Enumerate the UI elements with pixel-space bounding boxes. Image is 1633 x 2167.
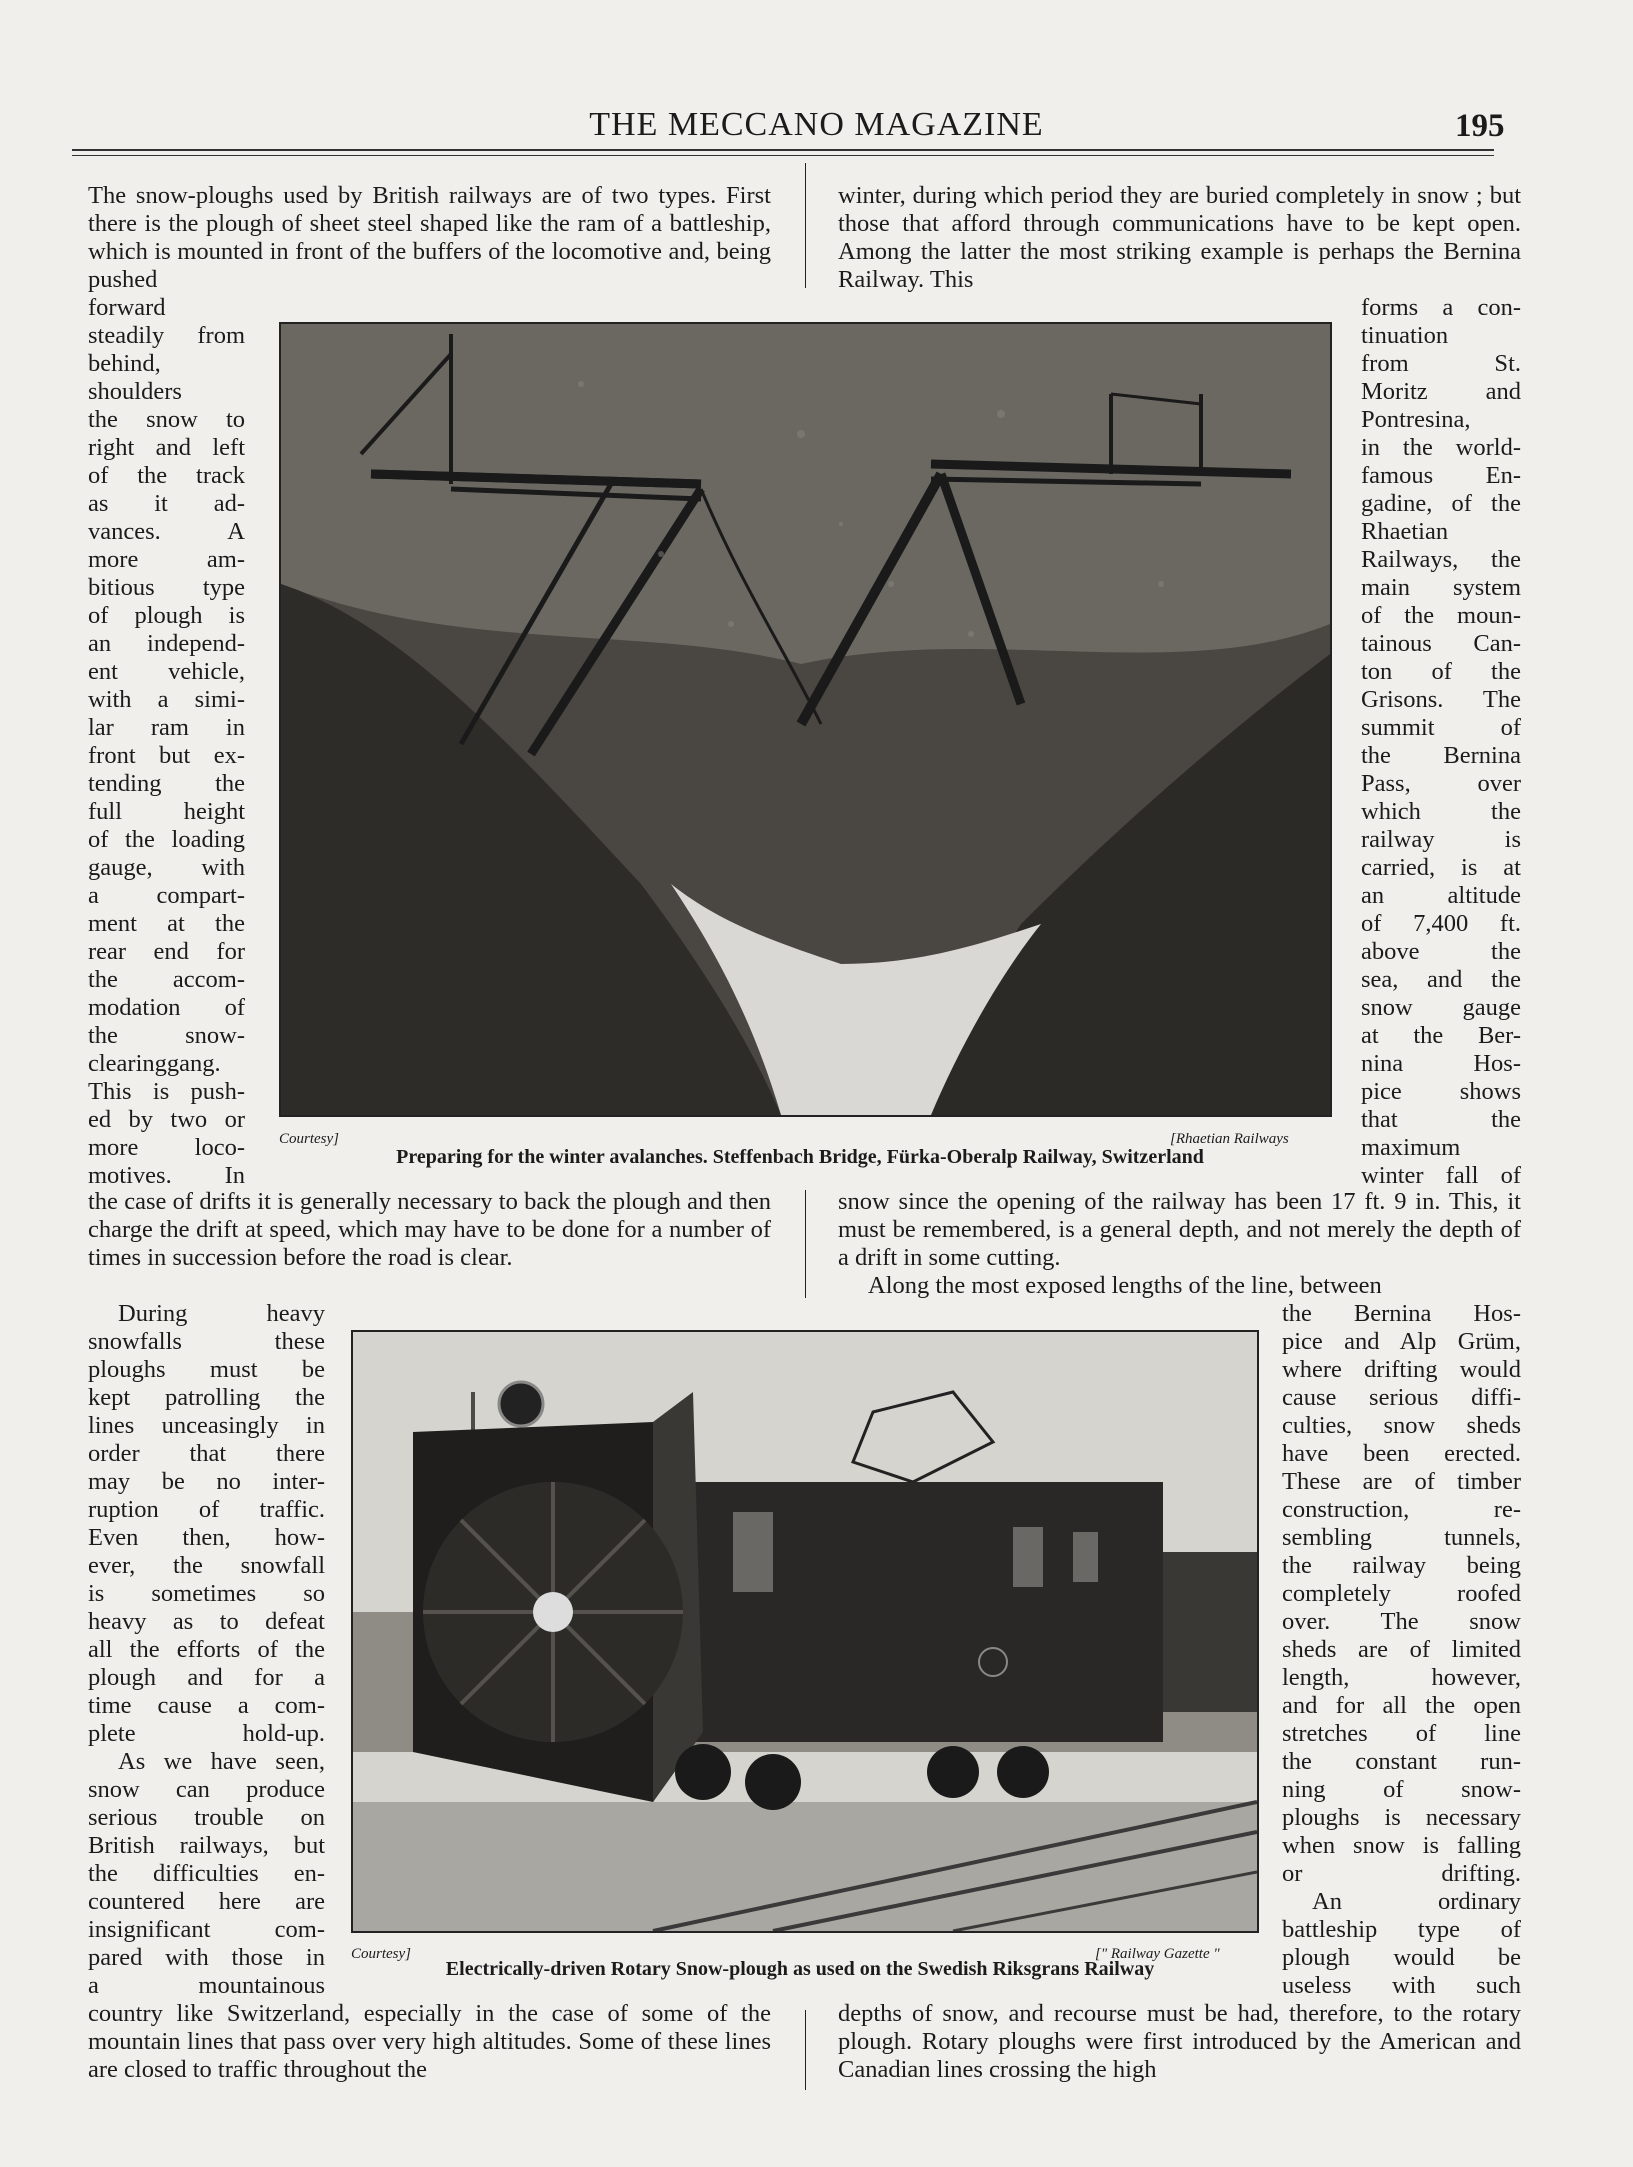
text-line: or drifting. [1282,1860,1521,1887]
text-line: is sometimes so [88,1580,325,1607]
text-line: ploughs must be [88,1356,325,1383]
text-line: ploughs is necessary [1282,1804,1521,1831]
text-line: full height [88,798,245,825]
text-line: motives. In [88,1162,245,1189]
text-line: lines unceasingly in [88,1412,325,1439]
text-line: behind, [88,350,161,377]
text-line: more loco- [88,1134,245,1161]
text-line: stretches of line [1282,1720,1521,1747]
text-line: over. The snow [1282,1608,1521,1635]
text-line: the snow to [88,406,245,433]
text-line: ruption of traffic. [88,1496,325,1523]
text-line: ment at the [88,910,245,937]
text-line: culties, snow sheds [1282,1412,1521,1439]
text-line: the railway being [1282,1552,1521,1579]
text-line: of plough is [88,602,245,629]
text-line: shoulders [88,378,182,405]
text-line: an independ- [88,630,245,657]
text-line: length, however, [1282,1664,1521,1691]
text-line: This is push- [88,1078,245,1105]
text-line: ning of snow- [1282,1776,1521,1803]
right-column-intro: winter, during which period they are buried completely in snow ; but those that afford through communications have to be kept open. Among the latter the most striking example is perhaps the Bernina Railway. This [838,182,1521,293]
text-line: pared with those in [88,1944,325,1971]
text-line: in the world- [1361,434,1521,461]
text-line: plete hold-up. [88,1720,325,1747]
text-line: plough would be [1282,1944,1521,1971]
left-column-bottom: country like Switzerland, especially in the case of some of the mountain lines that pass over very high altitudes. Some of these lines are closed to traffic throughout the [88,2000,771,2083]
text-line: cause serious diffi- [1282,1384,1521,1411]
text-line: During heavy [118,1300,325,1327]
text-line: summit of [1361,714,1521,741]
text-line: gauge, with [88,854,245,881]
text-line: famous En- [1361,462,1521,489]
text-line: the constant run- [1282,1748,1521,1775]
header-rule [72,155,1494,156]
figure-2-credit-right: [" Railway Gazette " [1095,1946,1220,1962]
text-line: ton of the [1361,658,1521,685]
snow-plough-photo [351,1330,1259,1933]
text-line: with a simi- [88,686,245,713]
column-divider [805,1190,806,1298]
figure-1-credit-right: [Rhaetian Railways [1170,1131,1289,1147]
text-line: a compart- [88,882,245,909]
text-line: the Bernina Hos- [1282,1300,1521,1327]
text-line: of the track [88,462,245,489]
text-line: modation of [88,994,245,1021]
text-line: These are of timber [1282,1468,1521,1495]
text-line: construction, re- [1282,1496,1521,1523]
text-line: of 7,400 ft. [1361,910,1521,937]
text-line: Moritz and [1361,378,1521,405]
text-line: Rhaetian [1361,518,1449,545]
text-line: front but ex- [88,742,245,769]
figure-1-caption: Preparing for the winter avalanches. Steffenbach Bridge, Fürka-Oberalp Railway, Switzerland [396,1146,1204,1168]
text-line: snow can produce [88,1776,325,1803]
text-line: more am- [88,546,245,573]
magazine-title: THE MECCANO MAGAZINE [589,106,1044,143]
page-number: 195 [1455,108,1505,144]
text-line: serious trouble on [88,1804,325,1831]
text-line: steadily from [88,322,245,349]
text-line: have been erected. [1282,1440,1521,1467]
text-line: sembling tunnels, [1282,1524,1521,1551]
text-line: pice shows [1361,1078,1521,1105]
text-line: railway is [1361,826,1521,853]
text-line: time cause a com- [88,1692,325,1719]
text-line: vances. A [88,518,245,545]
text-line: Grisons. The [1361,686,1521,713]
text-line: Even then, how- [88,1524,325,1551]
right-column-bottom: depths of snow, and recourse must be had, therefore, to the rotary plough. Rotary ploughs were first introduced by the American and Canadian lines crossing the high [838,2000,1521,2083]
text-line: above the [1361,938,1521,965]
text-line: maximum [1361,1134,1461,1161]
text-line: carried, is at [1361,854,1521,881]
text-line: snow gauge [1361,994,1521,1021]
text-line: ed by two or [88,1106,245,1133]
text-line: bitious type [88,574,245,601]
text-line: countered here are [88,1888,325,1915]
text-line: a mountainous [88,1972,325,1999]
text-line: winter fall of [1361,1162,1521,1189]
text-line: an altitude [1361,882,1521,909]
text-line: the Bernina [1361,742,1521,769]
text-line: snowfalls these [88,1328,325,1355]
text-line: from St. [1361,350,1521,377]
text-line: plough and for a [88,1664,325,1691]
header-rule [72,149,1494,151]
column-divider [805,163,806,288]
text-line: forms a con- [1361,294,1521,321]
text-line: rear end for [88,938,245,965]
text-line: As we have seen, [118,1748,325,1775]
text-line: ever, the snowfall [88,1552,325,1579]
text-line: insignificant com- [88,1916,325,1943]
text-line: An ordinary [1312,1888,1521,1915]
text-line: completely roofed [1282,1580,1521,1607]
text-line: right and left [88,434,245,461]
text-line: nina Hos- [1361,1050,1521,1077]
text-line: battleship type of [1282,1916,1521,1943]
left-column-intro: The snow-ploughs used by British railways are of two types. First there is the plough of sheet steel shaped like the ram of a battleship, which is mounted in front of the buffers of the locomotive and, being pushed [88,182,771,293]
text-line: British railways, but [88,1832,325,1859]
figure-2-caption: Electrically-driven Rotary Snow-plough as used on the Swedish Riksgrans Railway [445,1958,1155,1980]
text-line: all the efforts of the [88,1636,325,1663]
text-line: kept patrolling the [88,1384,325,1411]
left-column-mid: the case of drifts it is generally necessary to back the plough and then charge the drift at speed, which may have to be done for a number of times in succession before the road is clear. [88,1188,771,1271]
text-line: pice and Alp Grüm, [1282,1328,1521,1355]
text-line: may be no inter- [88,1468,325,1495]
text-line: which the [1361,798,1521,825]
text-line: when snow is falling [1282,1832,1521,1859]
text-line: the snow- [88,1022,245,1049]
text-line: tainous Can- [1361,630,1521,657]
text-line: sea, and the [1361,966,1521,993]
column-divider [805,2010,806,2090]
text-line: Pass, over [1361,770,1521,797]
text-line: of the loading [88,826,245,853]
text-line: main system [1361,574,1521,601]
text-line: ent vehicle, [88,658,245,685]
text-line: tinuation [1361,322,1449,349]
text-line: the accom- [88,966,245,993]
figure-1-credit-left: Courtesy] [279,1131,339,1147]
text-line: Railways, the [1361,546,1521,573]
text-line: gadine, of the [1361,490,1521,517]
text-line: at the Ber- [1361,1022,1521,1049]
text-line: as it ad- [88,490,245,517]
text-line: useless with such [1282,1972,1521,1999]
text-line: clearinggang. [88,1050,221,1077]
text-line: tending the [88,770,245,797]
text-line: that the [1361,1106,1521,1133]
text-line: of the moun- [1361,602,1521,629]
text-line: and for all the open [1282,1692,1521,1719]
bridge-photo [279,322,1332,1117]
text-line: where drifting would [1282,1356,1521,1383]
right-column-mid: snow since the opening of the railway has been 17 ft. 9 in. This, it must be remembered, is a general depth, and not merely the depth of a drift in some cutting. Along the most exposed lengths of the line, between [838,1188,1521,1299]
text-line: the difficulties en- [88,1860,325,1887]
left-narrow-column-2 [88,1300,325,2000]
text-line: lar ram in [88,714,245,741]
text-line: Pontresina, [1361,406,1471,433]
text-line: sheds are of limited [1282,1636,1521,1663]
left-narrow-column-1 [88,294,245,1190]
text-line: order that there [88,1440,325,1467]
right-narrow-column-1 [1361,294,1521,1190]
right-narrow-column-2 [1282,1300,1521,2000]
text-line: heavy as to defeat [88,1608,325,1635]
figure-2-credit-left: Courtesy] [351,1946,411,1962]
text-line: forward [88,294,166,321]
